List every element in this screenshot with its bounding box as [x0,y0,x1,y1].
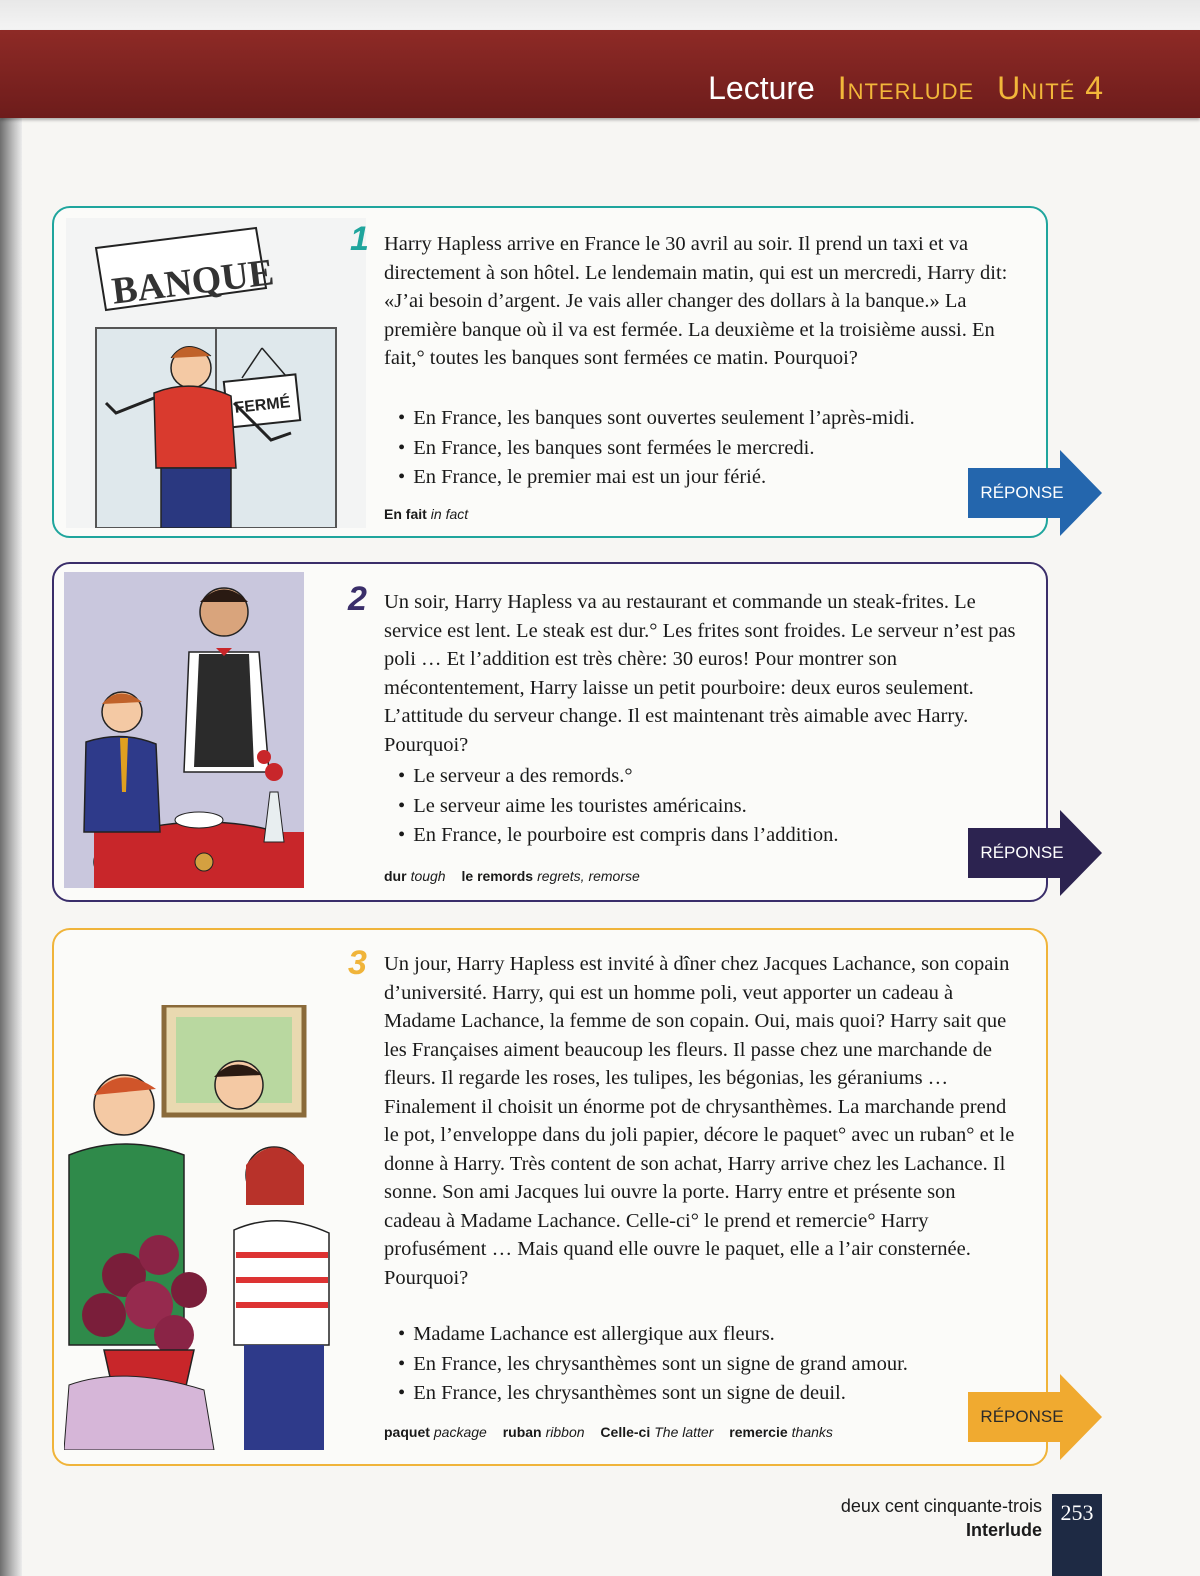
answer-options [384,404,1024,493]
glossary-meaning: package [433,1424,487,1440]
bank-sign-text: BANQUE [109,251,277,313]
option-item: • Madame Lachance est allergique aux fleurs. [384,1320,1024,1350]
bank-illustration [66,218,366,528]
reponse-button-1[interactable] [968,450,1102,536]
glossary [384,1424,845,1440]
option-item: • En France, les banques sont fermées le mercredi. [384,434,1024,464]
glossary-meaning: regrets, remorse [537,868,640,884]
option-item: • Le serveur a des remords.° [384,762,1024,792]
glossary-term: En fait [384,506,427,522]
page-number-words: deux cent cinquante-trois [840,1496,1042,1516]
answer-options [384,762,1024,851]
option-item: • En France, les chrysanthèmes sont un signe de grand amour. [384,1350,1024,1380]
reponse-label: RÉPONSE [980,1407,1064,1426]
page-top-edge [0,0,1200,30]
answer-options [384,1320,1024,1409]
story-card-2 [52,562,1048,902]
restaurant-illustration [64,572,304,888]
reponse-label: RÉPONSE [980,483,1064,502]
footer-section: Interlude [965,1520,1042,1540]
glossary [384,868,652,884]
reponse-button-2[interactable] [968,810,1102,896]
story-number: 2 [348,580,367,618]
story-card-3 [52,928,1048,1466]
option-item: • Le serveur aime les touristes américains. [384,792,1024,822]
running-header [708,70,1104,107]
story-card-1 [52,206,1048,538]
story-text: Un jour, Harry Hapless est invité à dîner chez Jacques Lachance, son copain d’université. Harry, qui est un homme poli, veut apporter un cadeau à Madame Lachance, la femme de son copain. Oui, mais quoi? Harry sait que les Françaises aiment beaucoup les fleurs. Il passe chez une marchande de fleurs. Il regarde les roses, les tulipes, les bégonias, les géraniums … Finalement il choisit un énorme pot de chrysanthèmes. La marchande prend le pot, l’enveloppe dans du joli papier, décore le paquet° avec un ruban° et le donne à Harry. Très content de son achat, Harry arrive chez les Lachance. Il sonne. Son ami Jacques lui ouvre la porte. Harry entre et présente son cadeau à Madame Lachance. Celle-ci° le prend et remercie° Harry profusément … Mais quand elle ouvre le paquet, elle a l’air consternée. Pourquoi? [384,953,1015,1289]
reponse-label: RÉPONSE [980,843,1064,862]
glossary-meaning: thanks [791,1424,833,1440]
header-interlude: Interlude [837,70,975,106]
option-item: • En France, les chrysanthèmes sont un signe de deuil. [384,1379,1024,1409]
page-number: 253 [1060,1500,1094,1525]
flowers-illustration [64,1005,339,1450]
story-text: Harry Hapless arrive en France le 30 avril au soir. Il prend un taxi et va directement à son hôtel. Le lendemain matin, qui est un mercredi, Harry dit: «J’ai besoin d’argent. Je vais aller changer des dollars à la banque.» La première banque où il va est fermée. La deuxième et la troisième aussi. En fait,° toutes les banques sont fermées ce matin. Pourquoi? [384,233,1008,369]
option-item: • En France, le pourboire est compris dans l’addition. [384,821,1024,851]
glossary-term: le remords [461,868,534,884]
page-footer [841,1494,1042,1542]
glossary-term: remercie [729,1424,788,1440]
story-text: Un soir, Harry Hapless va au restaurant et commande un steak-frites. Le service est lent. Le steak est dur.° Les frites sont froides. Le serveur n’est pas poli … Et l’addition est très chère: 30 euros! Pour montrer son mécontentement, Harry laisse un petit pourboire: deux euros seulement. L’attitude du serveur change. Il est maintenant très aimable avec Harry. Pourquoi? [384,591,1016,756]
glossary-meaning: ribbon [545,1424,585,1440]
story-number: 3 [348,944,367,982]
book-spine-shadow [0,0,22,1576]
reponse-button-3[interactable] [968,1374,1102,1460]
glossary-term: ruban [502,1424,542,1440]
option-item: • En France, les banques sont ouvertes seulement l’après-midi. [384,404,1024,434]
glossary [384,506,480,522]
header-unite: Unité 4 [997,70,1104,106]
glossary-meaning: tough [410,868,446,884]
glossary-meaning: in fact [430,506,469,522]
glossary-term: dur [384,868,407,884]
ferme-sign-text: FERMÉ [233,394,292,417]
header-lecture: Lecture [708,70,815,106]
glossary-term: paquet [384,1424,430,1440]
story-number: 1 [350,220,369,258]
glossary-term: Celle-ci [600,1424,651,1440]
glossary-meaning: The latter [654,1424,714,1440]
option-item: • En France, le premier mai est un jour férié. [384,463,1024,493]
